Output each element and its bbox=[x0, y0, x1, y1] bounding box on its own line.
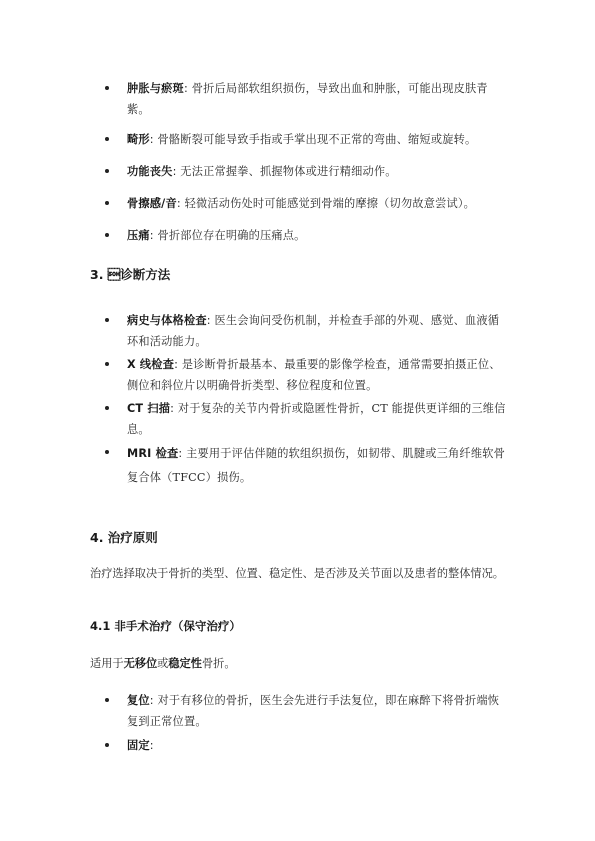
term-label: 骨擦感/音 bbox=[127, 197, 177, 210]
term-label: 复位 bbox=[127, 694, 150, 707]
list-item: CT 扫描: 对于复杂的关节内骨折或隐匿性骨折，CT 能提供更详细的三维信息。 bbox=[108, 398, 508, 440]
item-text: 骨折部位存在明确的压痛点。 bbox=[153, 229, 306, 242]
list-item: 压痛: 骨折部位存在明确的压痛点。 bbox=[108, 225, 508, 246]
item-text: 无法正常握拳、抓握物体或进行精细动作。 bbox=[176, 165, 397, 178]
item-text: 轻微活动伤处时可能感觉到骨端的摩擦（切勿故意尝试）。 bbox=[180, 197, 476, 210]
list-item: MRI 检查: 主要用于评估伴随的软组织损伤，如韧带、肌腱或三角纤维软骨复合体（TFCC）损伤。 bbox=[108, 442, 508, 490]
item-text: 是诊断骨折最基本、最重要的影像学检查，通常需要拍摄正位、侧位和斜位片以明确骨折类型、移位程度和位置。 bbox=[127, 358, 501, 392]
list-item: 病史与体格检查: 医生会询问受伤机制，并检查手部的外观、感觉、血液循环和活动能力。 bbox=[108, 310, 508, 352]
term-label: 固定 bbox=[127, 739, 150, 752]
item-text: 骨骼断裂可能导致手指或手掌出现不正常的弯曲、缩短或旋转。 bbox=[153, 133, 477, 146]
item-text: 对于有移位的骨折，医生会先进行手法复位，即在麻醉下将骨折端恢复到正常位置。 bbox=[127, 694, 500, 728]
diagnosis-list bbox=[108, 310, 508, 490]
item-text: 骨折后局部软组织损伤，导致出血和肿胀，可能出现皮肤青紫。 bbox=[127, 82, 488, 116]
list-item: 畸形: 骨骼断裂可能导致手指或手掌出现不正常的弯曲、缩短或旋转。 bbox=[108, 129, 508, 150]
section-heading-diagnosis: 3. 诊断方法 bbox=[90, 267, 171, 282]
item-text: 对于复杂的关节内骨折或隐匿性骨折，CT 能提供更详细的三维信息。 bbox=[127, 402, 506, 436]
term-label: X 线检查 bbox=[127, 358, 175, 371]
term-label: 肿胀与瘀斑 bbox=[127, 82, 184, 95]
conservative-intro: 适用于无移位或稳定性骨折。 bbox=[90, 657, 236, 670]
treatment-intro: 治疗选择取决于骨折的类型、位置、稳定性、是否涉及关节面以及患者的整体情况。 bbox=[90, 567, 504, 580]
item-text: 主要用于评估伴随的软组织损伤，如韧带、肌腱或三角纤维软骨复合体（TFCC）损伤。 bbox=[127, 447, 505, 484]
treatment-list bbox=[108, 690, 508, 756]
section-heading-treatment: 4. 治疗原则 bbox=[90, 530, 158, 545]
term-label: 病史与体格检查 bbox=[127, 314, 207, 327]
symptoms-list bbox=[108, 78, 508, 246]
list-item: 固定: bbox=[108, 735, 508, 756]
subsection-heading-conservative: 4.1 非手术治疗（保守治疗） bbox=[90, 619, 241, 633]
term-label: 功能丧失 bbox=[127, 165, 173, 178]
term-label: 压痛 bbox=[127, 229, 150, 242]
item-text: 医生会询问受伤机制，并检查手部的外观、感觉、血液循环和活动能力。 bbox=[127, 314, 500, 348]
list-item: X 线检查: 是诊断骨折最基本、最重要的影像学检查，通常需要拍摄正位、侧位和斜位片以明确骨折类型、移位程度和位置。 bbox=[108, 354, 508, 396]
term-label: 畸形 bbox=[127, 133, 150, 146]
list-item: 骨擦感/音: 轻微活动伤处时可能感觉到骨端的摩擦（切勿故意尝试）。 bbox=[108, 193, 508, 214]
list-item: 肿胀与瘀斑: 骨折后局部软组织损伤，导致出血和肿胀，可能出现皮肤青紫。 bbox=[108, 78, 508, 120]
list-item: 功能丧失: 无法正常握拳、抓握物体或进行精细动作。 bbox=[108, 161, 508, 182]
list-item: 复位: 对于有移位的骨折，医生会先进行手法复位，即在麻醉下将骨折端恢复到正常位置。 bbox=[108, 690, 508, 732]
term-label: CT 扫描 bbox=[127, 402, 171, 415]
term-label: MRI 检查 bbox=[127, 447, 179, 460]
